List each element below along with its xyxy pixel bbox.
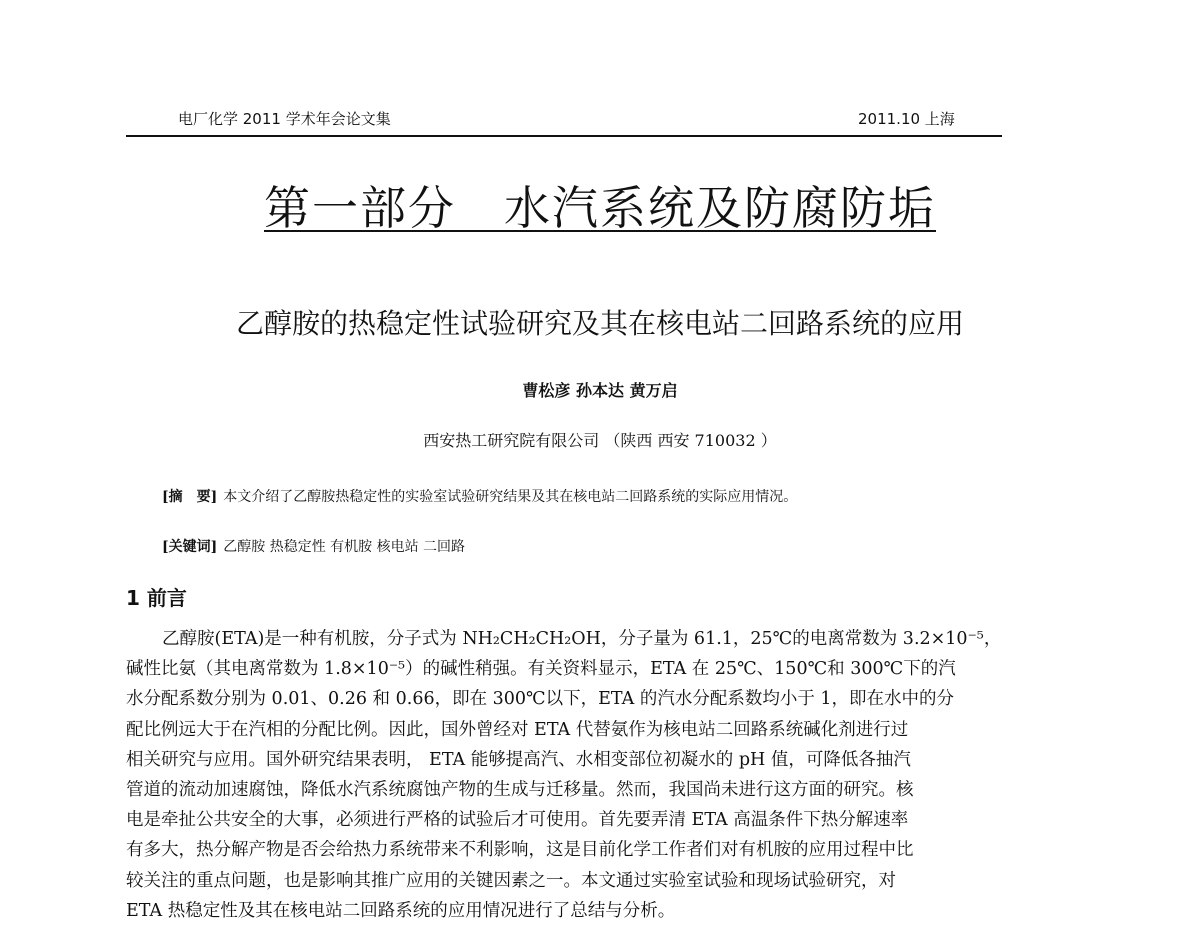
paragraph-line: 配比例远大于在汽相的分配比例。因此，国外曾经对 ETA 代替氨作为核电站二回路系统碱化剂进行过 xyxy=(126,719,909,740)
abstract-label: [摘 要] xyxy=(162,489,218,505)
running-header-left: 电厂化学 2011 学术年会论文集 xyxy=(178,110,391,128)
abstract-text: 本文介绍了乙醇胺热稳定性的实验室试验研究结果及其在核电站二回路系统的实际应用情况。 xyxy=(223,489,798,505)
paragraph-line: 有多大，热分解产物是否会给热力系统带来不利影响，这是目前化学工作者们对有机胺的应用过程中比 xyxy=(126,840,914,861)
keywords-label: [关键词] xyxy=(162,539,218,555)
part-title xyxy=(0,178,1200,238)
body-paragraph xyxy=(126,624,1076,926)
paragraph-line: 碱性比氨（其电离常数为 1.8×10⁻⁵）的碱性稍强。有关资料显示，ETA 在 25℃、150℃和 300℃下的汽 xyxy=(126,659,956,680)
paragraph-line: ETA 热稳定性及其在核电站二回路系统的应用情况进行了总结与分析。 xyxy=(126,900,676,921)
section-heading: 1 前言 xyxy=(126,586,187,610)
paragraph-line: 电是牵扯公共安全的大事，必须进行严格的试验后才可使用。首先要弄清 ETA 高温条件下热分解速率 xyxy=(126,810,909,831)
affiliation: 西安热工研究院有限公司 （陕西 西安 710032 ） xyxy=(423,431,777,450)
keywords-text: 乙醇胺 热稳定性 有机胺 核电站 二回路 xyxy=(223,539,466,555)
paragraph-line: 乙醇胺(ETA)是一种有机胺，分子式为 NH₂CH₂CH₂OH，分子量为 61.1，25℃的电离常数为 3.2×10⁻⁵， xyxy=(162,629,1002,649)
paragraph-line: 较关注的重点问题，也是影响其推广应用的关键因素之一。本文通过实验室试验和现场试验研究，对 xyxy=(126,870,896,891)
header-divider xyxy=(126,135,1002,137)
keywords xyxy=(162,536,465,556)
authors: 曹松彦 孙本达 黄万启 xyxy=(522,381,678,400)
paper-title: 乙醇胺的热稳定性试验研究及其在核电站二回路系统的应用 xyxy=(235,307,964,340)
paragraph-line: 水分配系数分别为 0.01、0.26 和 0.66，即在 300℃以下，ETA 的汽水分配系数均小于 1，即在水中的分 xyxy=(126,689,955,710)
running-header-right: 2011.10 上海 xyxy=(858,110,955,128)
part-title-text: 第一部分 水汽系统及防腐防垢 xyxy=(264,181,936,235)
paragraph-line: 管道的流动加速腐蚀，降低水汽系统腐蚀产物的生成与迁移量。然而，我国尚未进行这方面的研究。核 xyxy=(126,779,914,800)
abstract xyxy=(162,486,797,506)
paragraph-line: 相关研究与应用。国外研究结果表明， ETA 能够提高汽、水相变部位初凝水的 pH 值，可降低各抽汽 xyxy=(126,749,911,770)
